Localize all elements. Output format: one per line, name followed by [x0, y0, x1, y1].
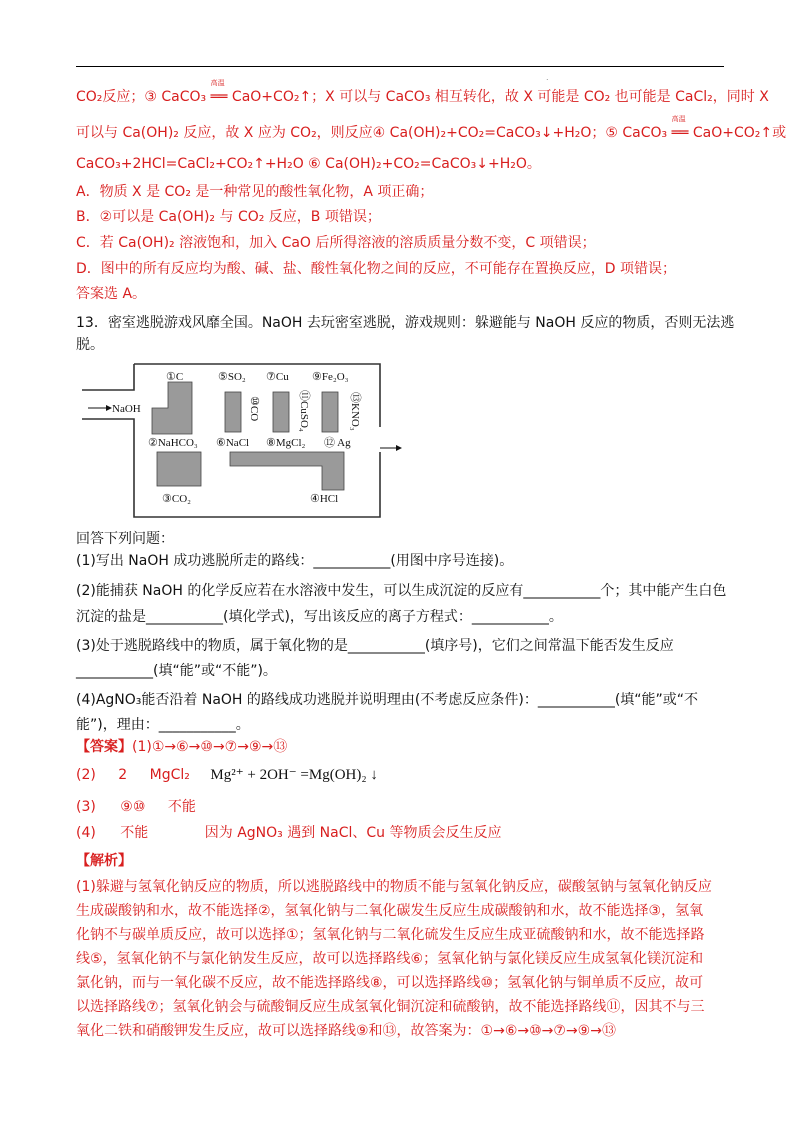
question-stem-2: 脱。	[76, 337, 104, 353]
header-rule	[76, 66, 724, 67]
prev-solution-line-2	[76, 115, 787, 142]
maze-label-hcl: ④HCl	[310, 493, 339, 505]
answer-4-reason: 因为 AgNO₃ 遇到 NaCl、Cu 等物质会反生反应	[204, 825, 502, 841]
answer-2-num: (2)	[76, 767, 96, 783]
sub-question-3-line-1: (3)处于逃脱路线中的物质，属于氧化物的是___________(填序号)，它们之间常温下能否发生反应	[76, 638, 674, 654]
reaction-condition-label: 高温	[210, 79, 225, 87]
answer-prompt: 回答下列问题：	[76, 531, 174, 547]
sub-question-4-line-1: (4)AgNO₃能否沿着 NaOH 的路线成功逃脱并说明理由(不考虑反应条件)：___________(填“能”或“不	[76, 692, 699, 708]
maze-label-cuso4: ⑪CuSO₄	[298, 390, 310, 432]
maze-label-nahco3: ②NaHCO₃	[148, 437, 198, 449]
maze-label-co2: ③CO₂	[162, 493, 191, 505]
sub-question-1: (1)写出 NaOH 成功逃脱所走的路线：___________(用图中序号连接)。	[76, 553, 514, 569]
option-c: C．若 Ca(OH)₂ 溶液饱和，加入 CaO 后所得溶液的溶质质量分数不变，C 项错误；	[76, 235, 596, 251]
reaction-condition-label: 高温	[671, 115, 686, 123]
answer-line-4	[76, 824, 736, 842]
maze-label-so2: ⑤SO₂	[218, 371, 246, 383]
answer-2-count: 2	[118, 767, 128, 783]
question-stem-1: 13．密室逃脱游戏风靡全国。NaOH 去玩密室逃脱，游戏规则：躲避能与 NaOH 反应的物质，否则无法逃	[76, 315, 735, 331]
reaction-condition-line1_cond: ══ 高温	[210, 79, 228, 105]
maze-diagram	[80, 360, 420, 522]
maze-blocks	[152, 382, 344, 490]
sub-question-2-line-2: 沉淀的盐是___________(填化学式)，写出该反应的离子方程式：___________。	[76, 609, 563, 625]
answer-2-salt: MgCl₂	[149, 767, 190, 783]
maze-label-kno3: ⑬KNO₃	[349, 392, 361, 431]
answer-1: (1)①→⑥→⑩→⑦→⑨→⑬	[132, 739, 288, 755]
reaction-condition-line2_cond: ══ 高温	[671, 115, 689, 141]
maze-walls	[82, 364, 420, 517]
answer-line-3	[76, 798, 736, 816]
prev-solution-line-3	[76, 155, 736, 173]
answer-3-num: (3)	[76, 799, 96, 815]
analysis-line-3: 化钠不与碳单质反应，故可以选择①；氢氧化钠与二氧化硫发生反应生成亚硫酸钠和水，故不能选择路	[76, 927, 705, 943]
entry-label: NaOH	[112, 403, 141, 415]
prev-solution-line-1	[76, 79, 769, 106]
exit-arrow	[380, 445, 402, 451]
prev-solution-text-2: 可以与 Ca(OH)₂ 反应，故 X 应为 CO₂，则反应④ Ca(OH)₂+CO₂=CaCO₃↓+H₂O；⑤ CaCO₃ ══ 高温 CaO+CO₂↑或	[76, 115, 787, 141]
entry-arrow	[88, 403, 141, 415]
sub-question-2-line-1: (2)能捕获 NaOH 的化学反应若在水溶液中发生，可以生成沉淀的反应有___________个；其中能产生白色	[76, 583, 727, 599]
answer-4-result: 不能	[120, 825, 149, 841]
answer-line-1	[76, 738, 736, 756]
sub-question-4-line-2: 能”)，理由：___________。	[76, 717, 250, 733]
maze-label-fe2o3: ⑨Fe₂O₃	[312, 371, 349, 383]
analysis-line-7: 氧化二铁和硝酸钾发生反应，故可以选择路线⑨和⑬，故答案为：①→⑥→⑩→⑦→⑨→⑬	[76, 1023, 616, 1039]
answer-line-2	[76, 766, 736, 784]
option-b: B．②可以是 Ca(OH)₂ 与 CO₂ 反应，B 项错误；	[76, 209, 381, 225]
conclusion: 答案选 A。	[76, 286, 147, 302]
maze-label-nacl: ⑥NaCl	[216, 437, 250, 449]
answer-4-num: (4)	[76, 825, 96, 841]
option-d: D．图中的所有反应均为酸、碱、盐、酸性氧化物之间的反应，不可能存在置换反应，D 项错误；	[76, 261, 677, 277]
maze-label-c: ①C	[166, 371, 184, 383]
answer-2-equation: Mg²⁺ + 2OH⁻ =Mg(OH)₂ ↓	[210, 767, 378, 783]
maze-label-mgcl2: ⑧MgCl₂	[266, 437, 306, 449]
answer-3-result: 不能	[167, 799, 196, 815]
analysis-line-1: (1)躲避与氢氧化钠反应的物质，所以逃脱路线中的物质不能与氢氧化钠反应，碳酸氢钠与氢氧化钠反应	[76, 879, 712, 895]
prev-solution-text-1: CO₂反应；③ CaCO₃ ══ 高温 CaO+CO₂↑；X 可以与 CaCO₃ 相互转化，故 X 可能是 CO₂ 也可能是 CaCl₂，同时 X	[76, 79, 769, 105]
prev-solution-text-3: CaCO₃+2HCl=CaCl₂+CO₂↑+H₂O ⑥ Ca(OH)₂+CO₂=CaCO₃↓+H₂O。	[76, 156, 541, 172]
maze-label-ag: ⑫ Ag	[324, 437, 351, 449]
analysis-label: 【解析】	[76, 853, 132, 869]
header-dot: .	[546, 73, 549, 82]
analysis-line-4: 线⑤，氢氧化钠不与氯化钠发生反应，故可以选择路线⑥；氢氧化钠与氯化镁反应生成氢氧化镁沉淀和	[76, 951, 704, 967]
sub-question-3-line-2: ___________(填“能”或“不能”)。	[76, 663, 277, 679]
analysis-line-5: 氯化钠，而与一氧化碳不反应，故不能选择路线⑧，可以选择路线⑩；氢氧化钠与铜单质不反应，故可	[76, 975, 704, 991]
analysis-line-6: 以选择路线⑦；氢氧化钠会与硫酸铜反应生成氢氧化铜沉淀和硫酸钠，故不能选择路线⑪，因其不与三	[76, 999, 705, 1015]
option-a: A．物质 X 是 CO₂ 是一种常见的酸性氧化物，A 项正确；	[76, 184, 434, 200]
answer-label: 【答案】	[76, 739, 132, 755]
analysis-line-2: 生成碳酸钠和水，故不能选择②，氢氧化钠与二氧化碳发生反应生成碳酸钠和水，故不能选择③，氢氧	[76, 903, 704, 919]
maze-label-co: ⑩CO	[248, 396, 260, 422]
maze-label-cu: ⑦Cu	[266, 371, 289, 383]
answer-3-items: ⑨⑩	[120, 799, 146, 815]
